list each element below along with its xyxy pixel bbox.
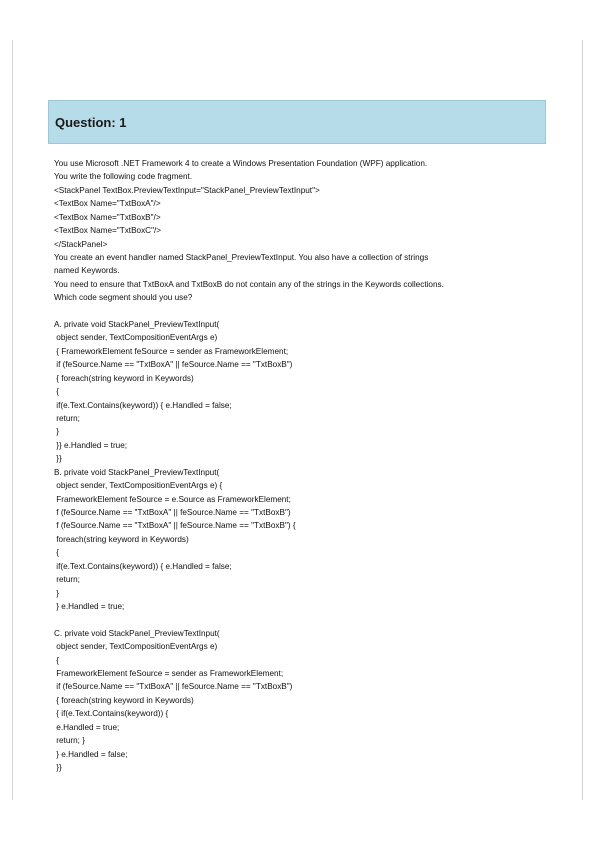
option-a-line: if (feSource.Name == "TxtBoxA" || feSource.Name == "TxtBoxB") — [54, 360, 293, 370]
question-header — [48, 100, 546, 144]
question-stem — [54, 157, 544, 305]
stem-line: <StackPanel TextBox.PreviewTextInput="StackPanel_PreviewTextInput"> — [54, 185, 320, 195]
stem-line: You write the following code fragment. — [54, 172, 193, 182]
option-c-line: C. private void StackPanel_PreviewTextInput( — [54, 628, 220, 638]
option-c-line: FrameworkElement feSource = sender as FrameworkElement; — [54, 669, 284, 679]
option-b-line: f (feSource.Name == "TxtBoxA" || feSource.Name == "TxtBoxB") — [54, 507, 291, 517]
option-a — [54, 318, 544, 466]
option-b-line: B. private void StackPanel_PreviewTextInput( — [54, 467, 220, 477]
stem-line: You need to ensure that TxtBoxA and TxtBoxB do not contain any of the strings in the Keywords collections. — [54, 279, 444, 289]
option-c-line: { if(e.Text.Contains(keyword)) { — [54, 709, 169, 719]
option-c-line: object sender, TextCompositionEventArgs e) — [54, 642, 218, 652]
option-c-line: return; } — [54, 736, 85, 746]
option-a-line: } — [54, 427, 60, 437]
option-a-line: }} — [54, 454, 62, 464]
option-a-line: }} e.Handled = true; — [54, 440, 128, 450]
left-margin-line — [12, 40, 13, 800]
option-b-line: if(e.Text.Contains(keyword)) { e.Handled = false; — [54, 561, 232, 571]
question-title: Question: 1 — [55, 114, 127, 130]
option-b-line: f (feSource.Name == "TxtBoxA" || feSource.Name == "TxtBoxB") { — [54, 521, 296, 531]
option-a-line: return; — [54, 414, 80, 424]
option-c-line: { — [54, 655, 60, 665]
question-content — [54, 157, 544, 774]
option-a-line: if(e.Text.Contains(keyword)) { e.Handled = false; — [54, 400, 232, 410]
option-a-line: { FrameworkElement feSource = sender as FrameworkElement; — [54, 346, 289, 356]
spacer — [54, 613, 544, 626]
option-c — [54, 627, 544, 775]
option-b-line: { — [54, 548, 60, 558]
right-margin-line — [582, 40, 583, 800]
stem-line: </StackPanel> — [54, 239, 108, 249]
option-c-line: } e.Handled = false; — [54, 749, 128, 759]
stem-line: <TextBox Name="TxtBoxC"/> — [54, 226, 162, 236]
option-c-line: if (feSource.Name == "TxtBoxA" || feSource.Name == "TxtBoxB") — [54, 682, 293, 692]
option-c-line: }} — [54, 762, 62, 772]
spacer — [54, 305, 544, 318]
option-b-line: foreach(string keyword in Keywords) — [54, 534, 189, 544]
stem-line: <TextBox Name="TxtBoxB"/> — [54, 212, 161, 222]
stem-line: Which code segment should you use? — [54, 293, 193, 303]
option-c-line: { foreach(string keyword in Keywords) — [54, 695, 194, 705]
option-c-line: e.Handled = true; — [54, 722, 120, 732]
option-b-line: return; — [54, 575, 80, 585]
option-b-line: } e.Handled = true; — [54, 601, 125, 611]
option-a-line: A. private void StackPanel_PreviewTextInput( — [54, 320, 220, 330]
option-a-line: { — [54, 387, 60, 397]
option-b — [54, 466, 544, 614]
stem-line: You use Microsoft .NET Framework 4 to create a Windows Presentation Foundation (WPF) application. — [54, 159, 428, 168]
option-b-line: FrameworkElement feSource = e.Source as FrameworkElement; — [54, 494, 291, 504]
option-a-line: { foreach(string keyword in Keywords) — [54, 373, 194, 383]
option-b-line: object sender, TextCompositionEventArgs e) { — [54, 481, 223, 491]
option-a-line: object sender, TextCompositionEventArgs e) — [54, 333, 218, 343]
option-b-line: } — [54, 588, 60, 598]
stem-line: <TextBox Name="TxtBoxA"/> — [54, 199, 161, 209]
stem-line: named Keywords. — [54, 266, 120, 276]
stem-line: You create an event handler named StackPanel_PreviewTextInput. You also have a collection of strings — [54, 252, 429, 262]
